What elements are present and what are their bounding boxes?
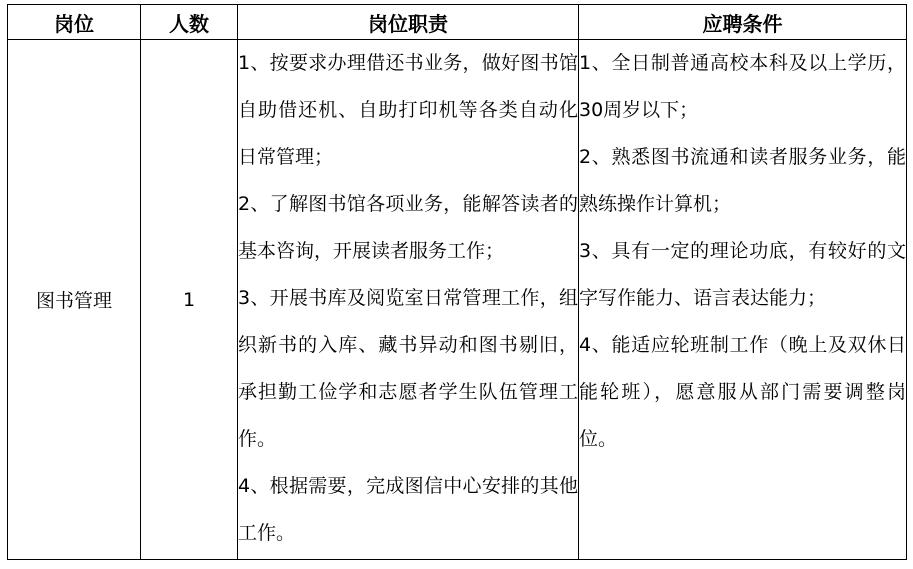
requirement-item: 4、能适应轮班制工作（晚上及双休日能轮班），愿意服从部门需要调整岗位。 [579, 334, 906, 450]
recruitment-table [7, 4, 907, 560]
requirement-item: 3、具有一定的理论功底，有较好的文字写作能力、语言表达能力； [579, 240, 906, 309]
duty-item: 4、根据需要，完成图信中心安排的其他工作。 [238, 475, 578, 544]
header-row [8, 5, 907, 40]
header-requirements: 应聘条件 [579, 5, 907, 40]
duty-item: 2、了解图书馆各项业务，能解答读者的基本咨询，开展读者服务工作； [238, 193, 578, 262]
table-row [8, 40, 907, 560]
post-cell: 图书管理 [8, 40, 141, 560]
header-duties: 岗位职责 [238, 5, 579, 40]
duties-cell [238, 40, 579, 560]
duty-item: 1、按要求办理借还书业务，做好图书馆自助借还机、自助打印机等各类自动化日常管理； [238, 52, 578, 168]
header-count: 人数 [141, 5, 238, 40]
count-cell: 1 [141, 40, 238, 560]
duty-item: 3、开展书库及阅览室日常管理工作，组织新书的入库、藏书异动和图书剔旧，承担勤工俭学和志愿者学生队伍管理工作。 [238, 287, 578, 450]
requirement-item: 2、熟悉图书流通和读者服务业务，能熟练操作计算机； [579, 146, 906, 215]
header-post: 岗位 [8, 5, 141, 40]
requirement-item: 1、全日制普通高校本科及以上学历，30周岁以下； [579, 52, 906, 121]
requirements-cell [579, 40, 907, 560]
